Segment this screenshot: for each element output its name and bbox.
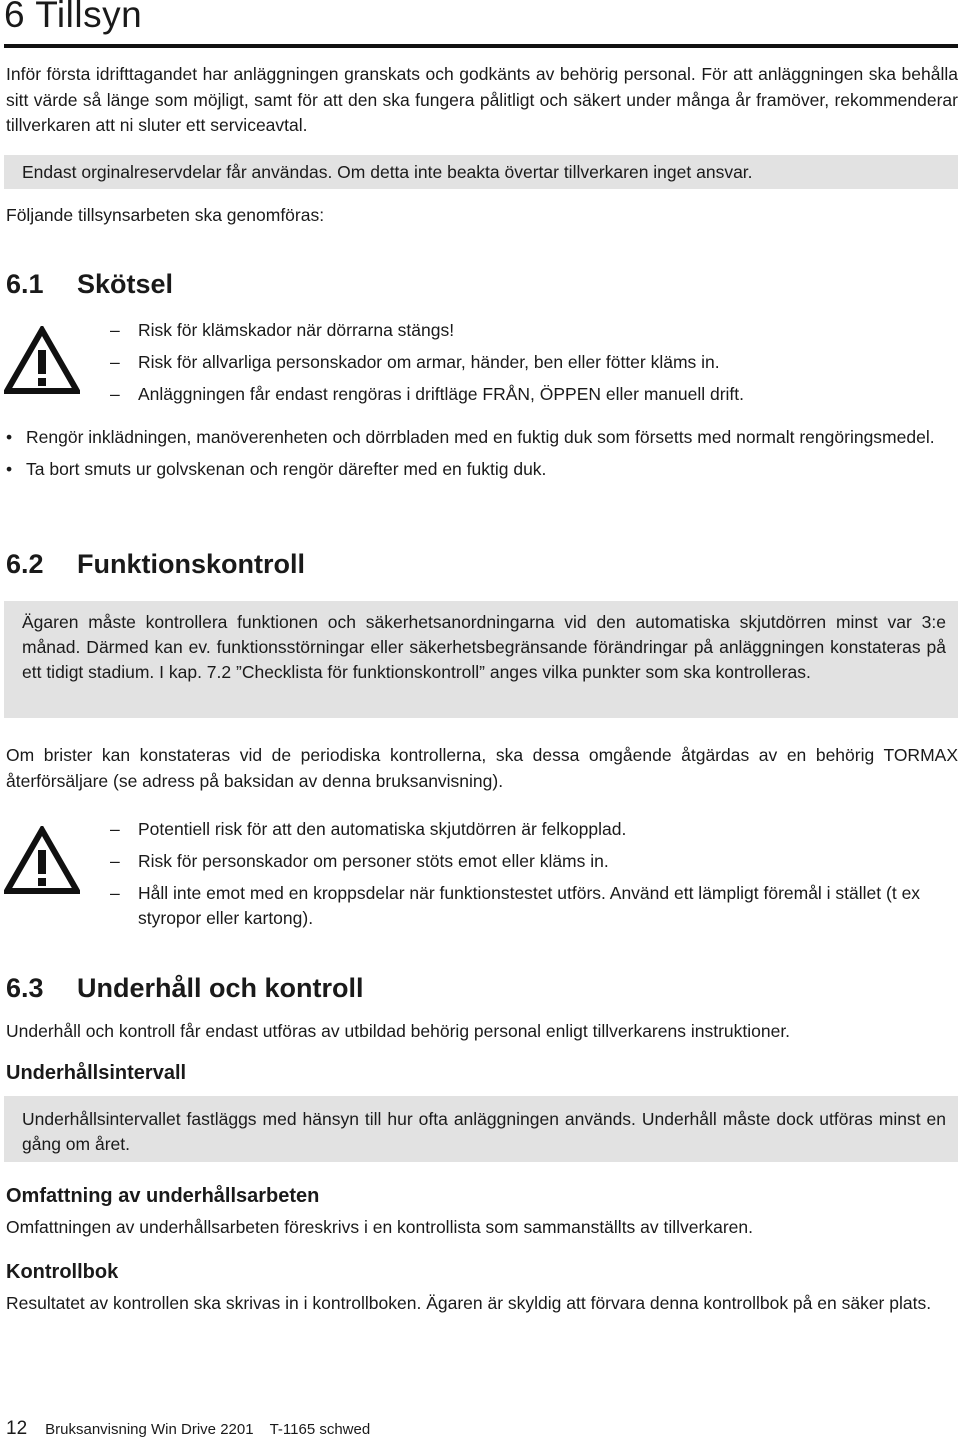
document-code: T-1165 schwed [269, 1421, 371, 1438]
log-book-heading: Kontrollbok [6, 1261, 119, 1283]
maintenance-interval-heading: Underhållsintervall [6, 1062, 187, 1084]
section-6-1-bullet-list [6, 425, 958, 482]
chapter-rule [4, 44, 958, 48]
bullet-marker: • [6, 458, 13, 479]
section-6-2-number: 6.2 [6, 549, 44, 579]
section-6-3-title: Underhåll och kontroll [77, 973, 364, 1003]
section-6-1-warning-list [110, 318, 960, 407]
section-6-3-paragraph: Underhåll och kontroll får endast utföras av utbildad behörig personal enligt tillverkarens instruktioner. [6, 1021, 791, 1041]
maintenance-scope-heading: Omfattning av underhållsarbeten [6, 1185, 320, 1207]
bullet-item: • Rengör inklädningen, manöverenheten och dörrbladen med en fuktig duk som försetts med normalt rengöringsmedel. [6, 425, 958, 451]
dash-marker: – [110, 352, 120, 372]
log-book-paragraph: Resultatet av kontrollen ska skrivas in i kontrollboken. Ägaren är skyldig att förvara denna kontrollbok på en säker plats. [6, 1293, 932, 1313]
warning-item: – Potentiell risk för att den automatiska skjutdörren är felkopplad. [110, 817, 960, 842]
section-6-3-number: 6.3 [6, 973, 44, 1003]
warning-item: – Risk för klämskador när dörrarna stängs! [110, 318, 960, 343]
warning-triangle-icon [4, 326, 80, 394]
section-6-1-title: Skötsel [77, 269, 174, 299]
maintenance-scope-paragraph: Omfattningen av underhållsarbeten föreskrivs i en kontrollista som sammanställts av tillverkaren. [6, 1217, 753, 1237]
dash-marker: – [110, 819, 120, 839]
notice-maintenance-interval: Underhållsintervallet fastläggs med hänsyn till hur ofta anläggningen används. Underhåll måste dock utföras minst en gång om året. [22, 1109, 946, 1154]
chapter-title: 6 Tillsyn [4, 0, 143, 35]
section-6-2-paragraph: Om brister kan konstateras vid de periodiska kontrollerna, ska dessa omgående åtgärdas av en behörig TORMAX återförsäljare (se adress på baksidan av denna bruksanvisning). [6, 745, 958, 791]
dash-marker: – [110, 384, 120, 404]
chapter-intro: Inför första idrifttagandet har anläggningen granskats och godkänts av behörig personal. För att anläggningen ska behålla sitt värde så länge som möjligt, samt för att den ska fungera pålitligt och säkert under många år framöver, rekommenderar tillverkaren att ni sluter ett serviceavtal. [6, 64, 958, 135]
page-number: 12 [6, 1418, 28, 1439]
document-title: Bruksanvisning Win Drive 2201 [45, 1421, 254, 1438]
warning-item: – Risk för personskador om personer stöts emot eller kläms in. [110, 849, 960, 874]
bullet-marker: • [6, 427, 13, 447]
followup-text: Följande tillsynsarbeten ska genomföras: [6, 205, 325, 225]
section-6-2-title: Funktionskontroll [77, 549, 305, 579]
page-footer [6, 1418, 370, 1440]
notice-spare-parts: Endast orginalreservdelar får användas. Om detta inte beakta övertar tillverkaren inget ansvar. [22, 162, 753, 182]
warning-item: – Håll inte emot med en kroppsdelar när funktionstestet utförs. Använd ett lämpligt föremål i stället (t ex styropor eller kartong). [110, 883, 921, 928]
dash-marker: – [110, 883, 120, 903]
warning-triangle-icon [4, 826, 80, 894]
notice-function-check: Ägaren måste kontrollera funktionen och säkerhetsanordningarna vid den automatiska skjutdörren minst var 3:e månad. Därmed kan ev. funktionsstörningar eller säkerhetsbegränsande förändringar på anläggningen konstateras på ett tidigt stadium. I kap. 7.2 ”Checklista för funktionskontroll” anges vilka punkter som ska kontrolleras. [22, 612, 946, 682]
dash-marker: – [110, 851, 120, 871]
dash-marker: – [110, 320, 120, 340]
section-6-1-number: 6.1 [6, 269, 44, 299]
warning-item: – Anläggningen får endast rengöras i driftläge FRÅN, ÖPPEN eller manuell drift. [110, 382, 960, 407]
section-6-2-warning-list [110, 817, 960, 931]
bullet-item: • Ta bort smuts ur golvskenan och rengör därefter med en fuktig duk. [6, 457, 958, 483]
warning-item: – Risk för allvarliga personskador om armar, händer, ben eller fötter kläms in. [110, 350, 960, 375]
